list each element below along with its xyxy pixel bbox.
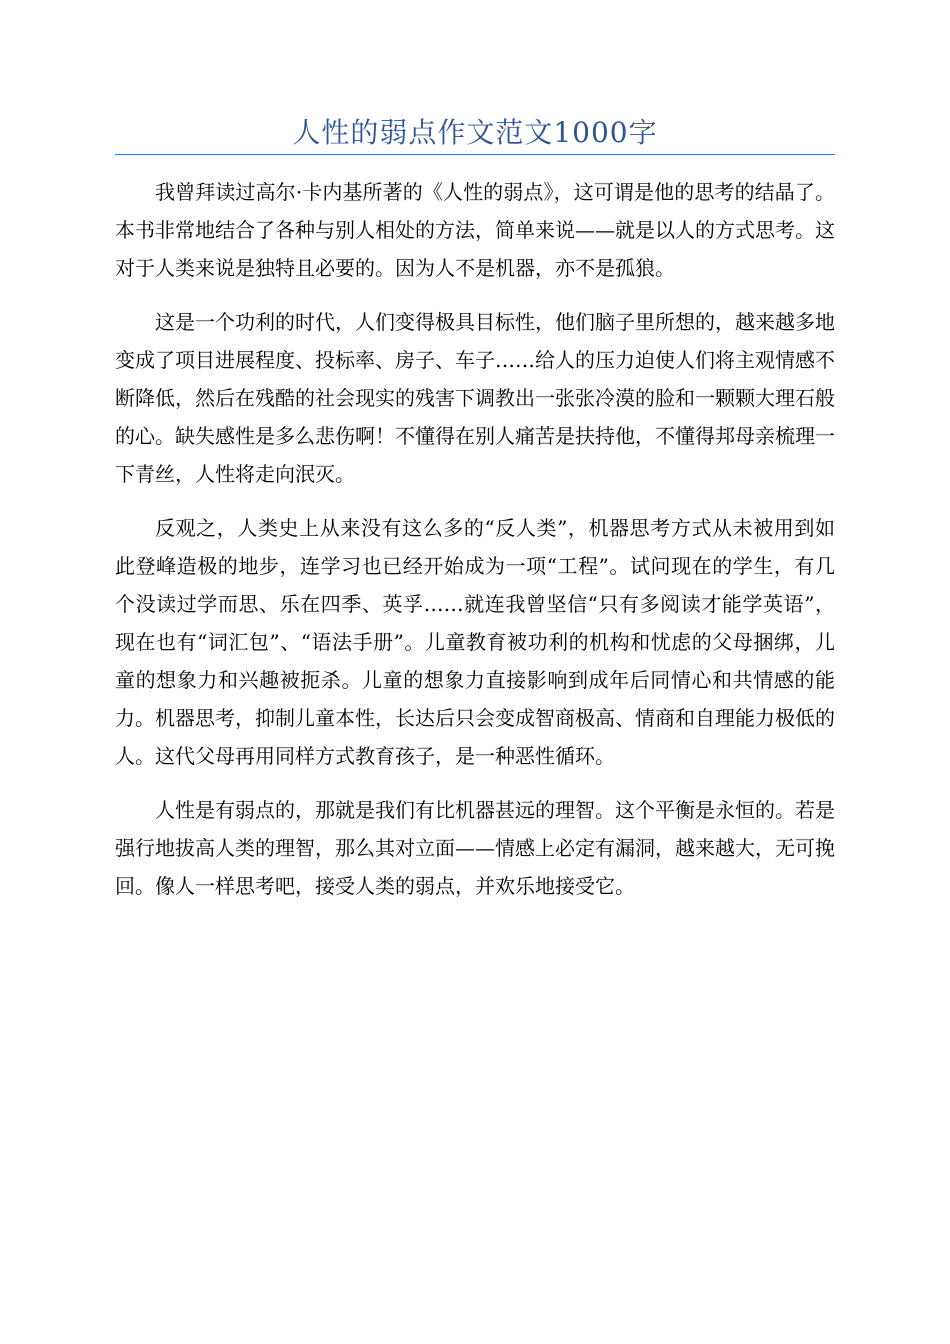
paragraph-4: 人性是有弱点的，那就是我们有比机器甚远的理智。这个平衡是永恒的。若是强行地拔高人类的理智，那么其对立面——情感上必定有漏洞，越来越大，无可挽回。像人一样思考吧，接受人类的弱点，并欢乐地接受它。 (115, 798, 835, 898)
title-underline (115, 154, 835, 155)
paragraph-2: 这是一个功利的时代，人们变得极具目标性，他们脑子里所想的，越来越多地变成了项目进展程度、投标率、房子、车子……给人的压力迫使人们将主观情感不断降低，然后在残酷的社会现实的残害下调教出一张张冷漠的脸和一颗颗大理石般的心。缺失感性是多么悲伤啊！不懂得在别人痛苦是扶持他，不懂得邦母亲梳理一下青丝，人性将走向泯灭。 (115, 310, 835, 486)
document-title: 人性的弱点作文范文1000字 (292, 116, 658, 149)
paragraph-3: 反观之，人类史上从来没有这么多的“反人类”，机器思考方式从未被用到如此登峰造极的地步，连学习也已经开始成为一项“工程”。试问现在的学生，有几个没读过学而思、乐在四季、英孚……就连我曾坚信“只有多阅读才能学英语”，现在也有“词汇包”、“语法手册”。儿童教育被功利的机构和忧虑的父母捆绑，儿童的想象力和兴趣被扼杀。儿童的想象力直接影响到成年后同情心和共情感的能力。机器思考，抑制儿童本性，长达后只会变成智商极高、情商和自理能力极低的人。这代父母再用同样方式教育孩子，是一种恶性循环。 (115, 516, 835, 768)
paragraph-1: 我曾拜读过高尔·卡内基所著的《人性的弱点》，这可谓是他的思考的结晶了。本书非常地结合了各种与别人相处的方法，简单来说——就是以人的方式思考。这对于人类来说是独特且必要的。因为人不是机器，亦不是孤狼。 (115, 180, 835, 280)
document-body (115, 173, 835, 921)
